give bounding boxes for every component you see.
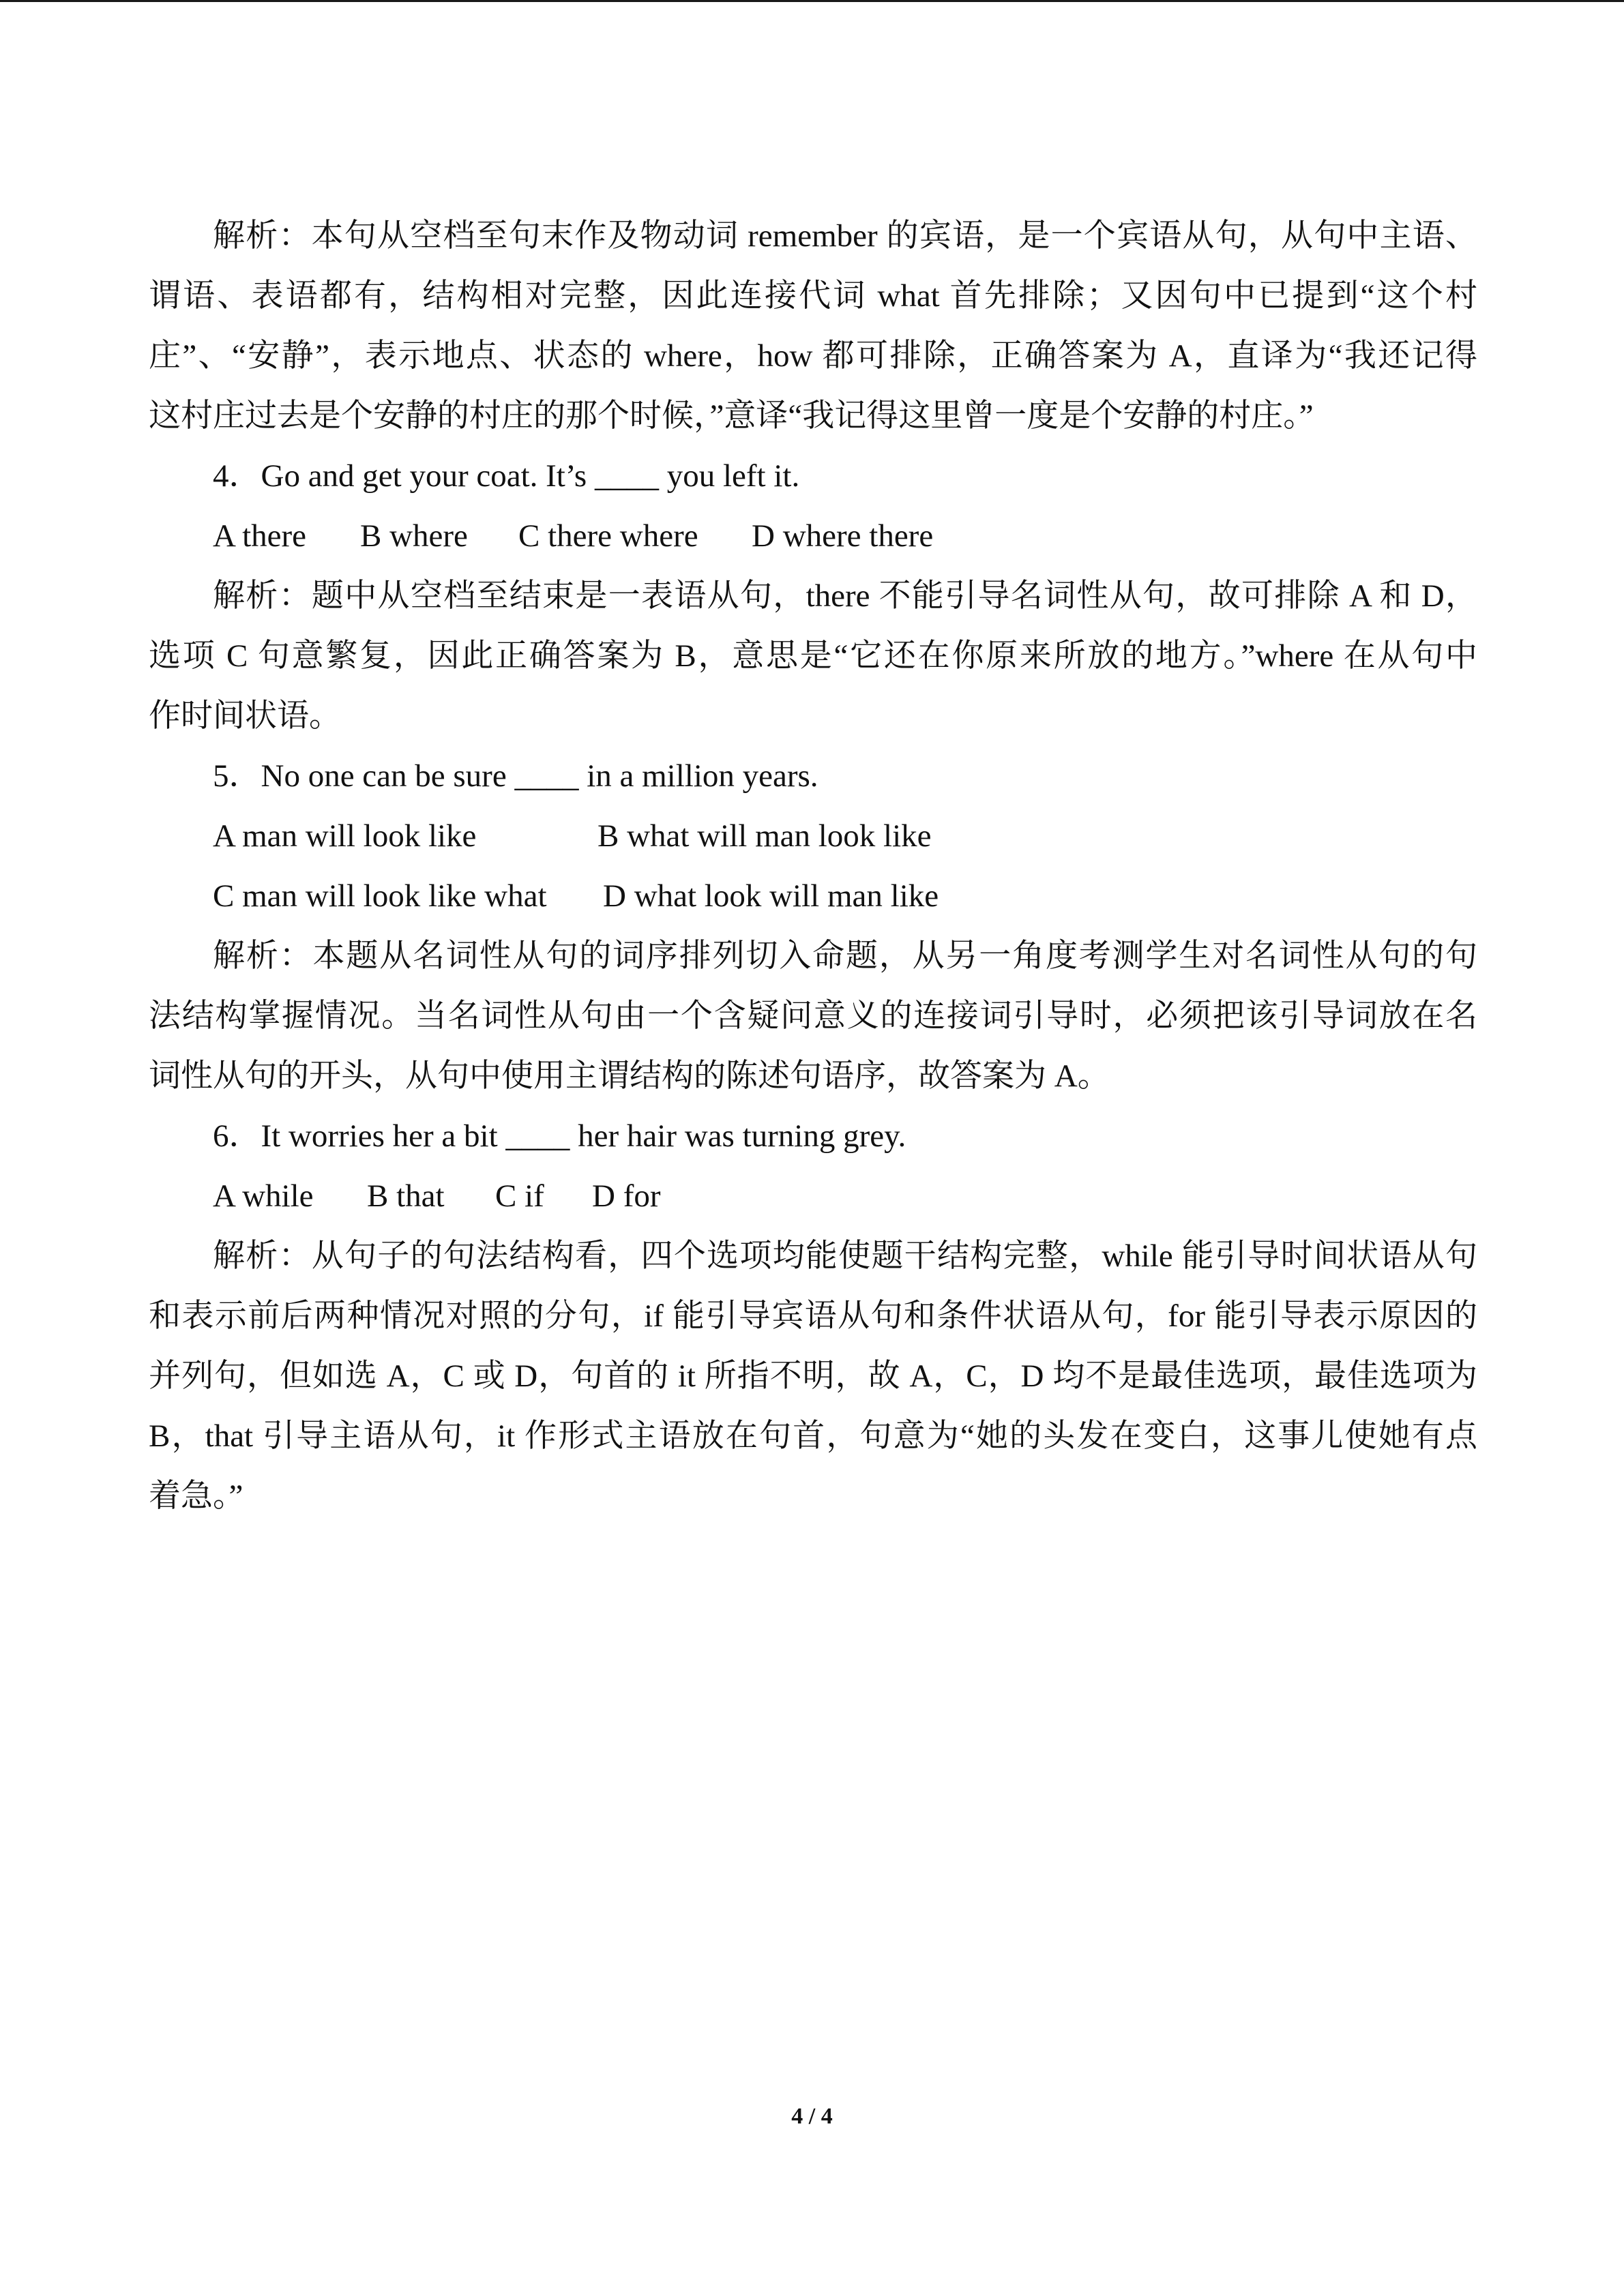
q5-analysis-line-3: 词性从句的开头，从句中使用主谓结构的陈述句语序，故答案为 A。 bbox=[149, 1058, 1110, 1094]
q3-analysis-line-3: 庄”、“安静”，表示地点、状态的 where，how 都可排除，正确答案为 A，直译为“我还记得 bbox=[149, 338, 1477, 374]
q4-option-d: D where there bbox=[752, 518, 934, 554]
q6-option-a: A while bbox=[213, 1178, 314, 1214]
q5-option-b: B what will man look like bbox=[597, 818, 932, 854]
q3-analysis-line-1: 解析：本句从空档至句末作及物动词 remember 的宾语，是一个宾语从句，从句中主语、 bbox=[213, 218, 1477, 254]
q4-analysis-line-2: 选项 C 句意繁复，因此正确答案为 B，意思是“它还在你原来所放的地方。”where 在从句中 bbox=[149, 638, 1477, 674]
q5-option-d: D what look will man like bbox=[603, 878, 939, 914]
q6-analysis-line-1: 解析：从句子的句法结构看，四个选项均能使题干结构完整，while 能引导时间状语从句 bbox=[213, 1238, 1477, 1274]
q5-analysis-line-1: 解析：本题从名词性从句的词序排列切入命题，从另一角度考测学生对名词性从句的句 bbox=[213, 938, 1477, 974]
question-6-stem: 6．It worries her a bit ____ her hair was turning grey. bbox=[213, 1118, 906, 1154]
q6-option-d: D for bbox=[592, 1178, 661, 1214]
q6-analysis-line-3: 并列句，但如选 A，C 或 D，句首的 it 所指不明，故 A，C，D 均不是最佳选项，最佳选项为 bbox=[149, 1358, 1477, 1394]
question-5-stem: 5．No one can be sure ____ in a million years. bbox=[213, 758, 818, 794]
page-number: 4 / 4 bbox=[791, 2104, 833, 2129]
q3-analysis-line-4: 这村庄过去是个安静的村庄的那个时候，”意译“我记得这里曾一度是个安静的村庄。” bbox=[149, 398, 1314, 434]
q4-option-a: A there bbox=[213, 518, 307, 554]
q4-analysis-line-3: 作时间状语。 bbox=[149, 698, 341, 734]
page-top-rule bbox=[0, 0, 1624, 2]
q6-analysis-line-4: B，that 引导主语从句，it 作形式主语放在句首，句意为“她的头发在变白，这事儿使她有点 bbox=[149, 1418, 1477, 1454]
q5-option-c: C man will look like what bbox=[213, 878, 547, 914]
q6-option-b: B that bbox=[367, 1178, 445, 1214]
q5-analysis-line-2: 法结构掌握情况。当名词性从句由一个含疑问意义的连接词引导时，必须把该引导词放在名 bbox=[149, 998, 1477, 1034]
q4-analysis-line-1: 解析：题中从空档至结束是一表语从句，there 不能引导名词性从句，故可排除 A 和 D， bbox=[213, 578, 1477, 614]
q5-option-a: A man will look like bbox=[213, 818, 477, 854]
q3-analysis-line-2: 谓语、表语都有，结构相对完整，因此连接代词 what 首先排除；又因句中已提到“这个村 bbox=[149, 278, 1477, 314]
q6-analysis-line-2: 和表示前后两种情况对照的分句，if 能引导宾语从句和条件状语从句，for 能引导表示原因的 bbox=[149, 1298, 1477, 1334]
q4-option-b: B where bbox=[360, 518, 468, 554]
q4-option-c: C there where bbox=[518, 518, 698, 554]
question-4-stem: 4．Go and get your coat. It’s ____ you left it. bbox=[213, 458, 800, 494]
q6-analysis-line-5: 着急。” bbox=[149, 1478, 243, 1514]
q6-option-c: C if bbox=[495, 1178, 544, 1214]
